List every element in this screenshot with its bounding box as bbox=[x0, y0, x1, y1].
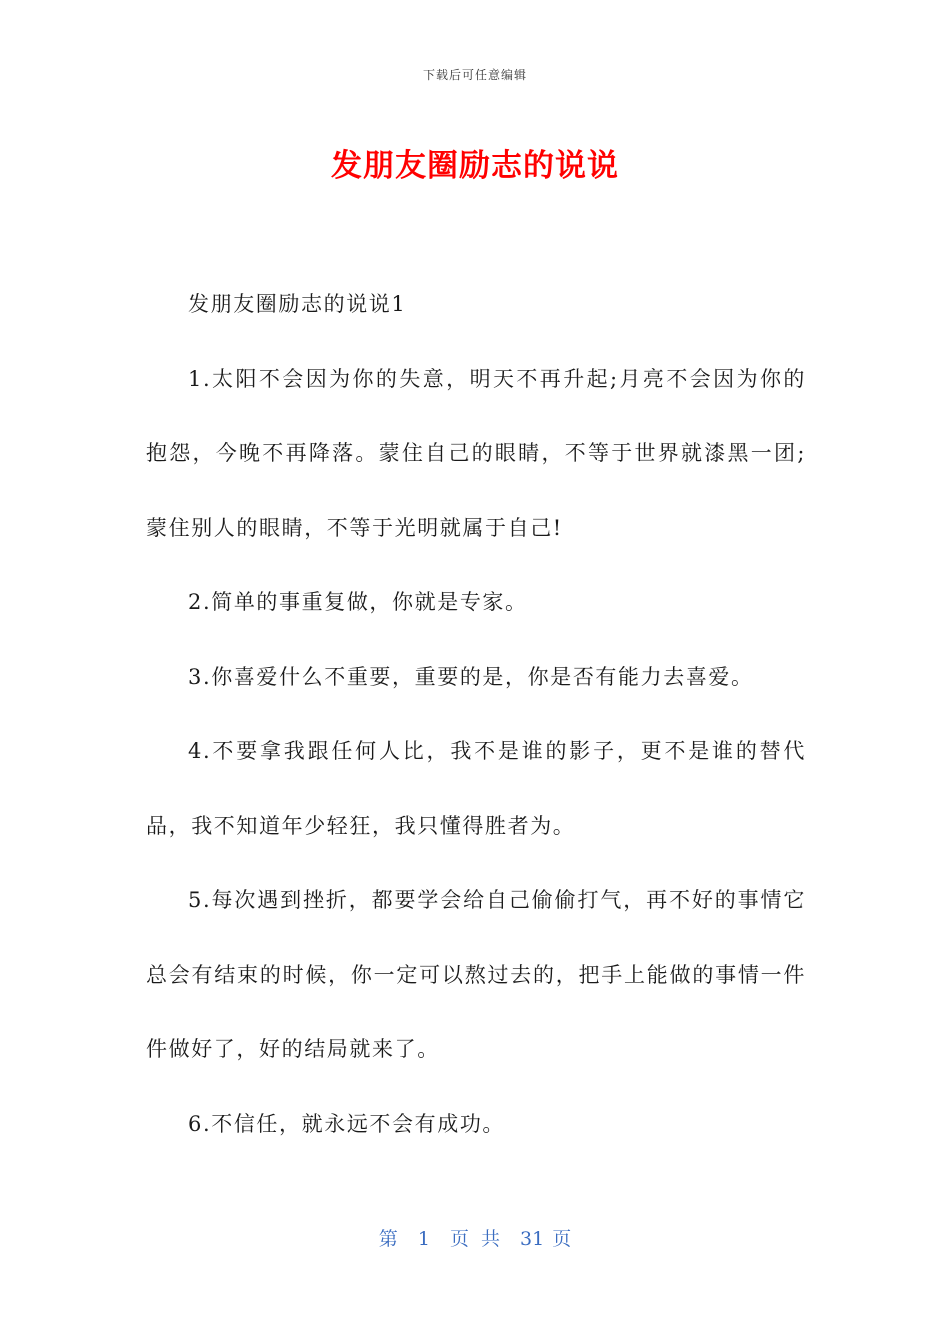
document-title: 发朋友圈励志的说说 bbox=[331, 148, 619, 184]
paragraph: 5.每次遇到挫折，都要学会给自己偷偷打气，再不好的事情它总会有结束的时候，你一定可以熬过去的，把手上能做的事情一件件做好了，好的结局就来了。 bbox=[146, 888, 806, 1061]
document-body bbox=[146, 267, 806, 1161]
paragraph: 4.不要拿我跟任何人比，我不是谁的影子，更不是谁的替代品，我不知道年少轻狂，我只懂得胜者为。 bbox=[146, 739, 806, 838]
section-heading: 发朋友圈励志的说说1 bbox=[188, 292, 407, 316]
current-page-number: 1 bbox=[417, 1228, 430, 1250]
footer-prefix: 第 bbox=[378, 1228, 398, 1250]
paragraph: 1.太阳不会因为你的失意，明天不再升起;月亮不会因为你的抱怨，今晚不再降落。蒙住自己的眼睛，不等于世界就漆黑一团;蒙住别人的眼睛，不等于光明就属于自己! bbox=[146, 366, 806, 540]
paragraph: 3.你喜爱什么不重要，重要的是，你是否有能力去喜爱。 bbox=[188, 664, 754, 689]
total-pages: 31 bbox=[520, 1228, 545, 1250]
paragraph: 2.简单的事重复做，你就是专家。 bbox=[188, 590, 528, 614]
paragraph: 6.不信任，就永远不会有成功。 bbox=[188, 1111, 506, 1136]
header-note: 下载后可任意编辑 bbox=[422, 68, 527, 82]
footer-mid: 页 共 bbox=[449, 1228, 500, 1250]
footer-suffix: 页 bbox=[552, 1228, 572, 1250]
page-footer bbox=[0, 1224, 950, 1251]
